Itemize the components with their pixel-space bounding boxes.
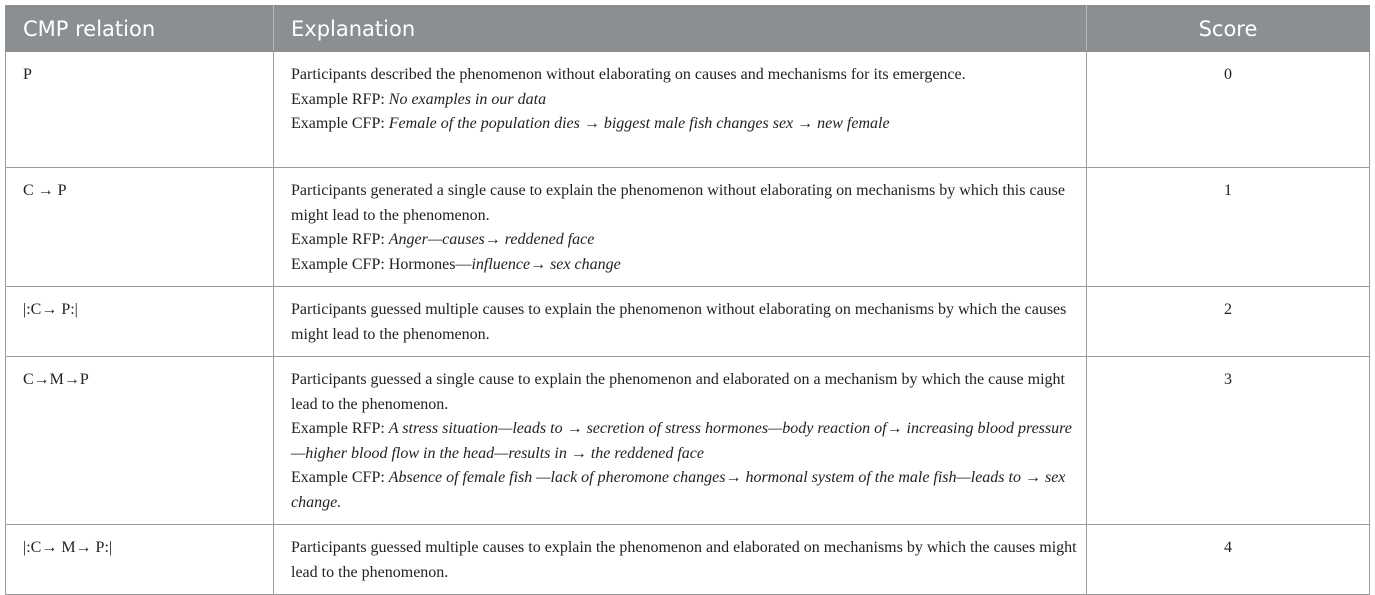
example-cfp-text: Female of the population dies → biggest male fish changes sex → new female	[388, 115, 890, 132]
explanation-cell	[274, 287, 1087, 357]
score-cell: 2	[1087, 287, 1370, 357]
table-row	[6, 287, 1370, 357]
example-rfp-label: Example RFP:	[291, 90, 389, 108]
example-cfp-label: Example CFP: Hormones—	[291, 255, 472, 273]
score-cell: 0	[1087, 52, 1370, 168]
example-rfp-text: Anger—causes→ reddened face	[388, 231, 595, 248]
example-rfp	[291, 88, 1086, 113]
relation-cell: C → P	[6, 168, 274, 287]
example-rfp-text: No examples in our data	[388, 90, 547, 108]
cmp-relation-table	[5, 5, 1369, 595]
relation-cell: C→M→P	[6, 357, 274, 525]
table-header	[6, 6, 1370, 52]
explanation-text: Participants generated a single cause to explain the phenomenon without elaborating on mechanisms by which this cause might lead to the phenomenon.	[291, 182, 1066, 224]
example-cfp-label: Example CFP:	[291, 469, 389, 486]
explanation-cell	[274, 52, 1087, 168]
example-rfp	[291, 417, 1086, 466]
explanation-cell	[274, 357, 1087, 525]
example-rfp-label: Example RFP:	[291, 231, 389, 248]
example-cfp-text: influence→ sex change	[471, 255, 621, 273]
table-body	[6, 52, 1370, 595]
scoring-table	[5, 5, 1370, 595]
explanation-text: Participants guessed multiple causes to explain the phenomenon and elaborated on mechanisms by which the causes might lead to the phenomenon.	[291, 539, 1077, 581]
example-rfp-label: Example RFP:	[291, 420, 389, 437]
score-cell: 4	[1087, 525, 1370, 595]
example-rfp	[291, 228, 1086, 253]
example-cfp-label: Example CFP:	[291, 115, 389, 132]
example-cfp	[291, 253, 1086, 278]
explanation-text: Participants guessed multiple causes to explain the phenomenon without elaborating on mechanisms by which the causes might lead to the phenomenon.	[291, 301, 1067, 343]
header-row	[6, 6, 1370, 52]
table-row	[6, 168, 1370, 287]
relation-cell: |:C→ P:|	[6, 287, 274, 357]
score-cell: 3	[1087, 357, 1370, 525]
explanation-cell	[274, 168, 1087, 287]
table-row	[6, 357, 1370, 525]
header-score: Score	[1087, 6, 1370, 52]
example-cfp	[291, 112, 1086, 137]
explanation-text: Participants described the phenomenon without elaborating on causes and mechanisms for its emergence.	[291, 66, 966, 83]
table-row	[6, 525, 1370, 595]
table-row	[6, 52, 1370, 168]
header-explanation: Explanation	[274, 6, 1087, 52]
example-cfp-text: Absence of female fish —lack of pheromone changes→ hormonal system of the male fish—leads to → sex change.	[291, 469, 1066, 511]
score-cell: 1	[1087, 168, 1370, 287]
header-cmp-relation: CMP relation	[6, 6, 274, 52]
example-rfp-text: A stress situation—leads to → secretion of stress hormones—body reaction of→ increasing blood pressure—higher blood flow in the head—results in → the reddened face	[291, 420, 1072, 462]
example-cfp	[291, 466, 1086, 515]
explanation-text: Participants guessed a single cause to explain the phenomenon and elaborated on a mechanism by which the cause might lead to the phenomenon.	[291, 371, 1065, 413]
relation-cell: |:C→ M→ P:|	[6, 525, 274, 595]
explanation-cell	[274, 525, 1087, 595]
relation-cell: P	[6, 52, 274, 168]
